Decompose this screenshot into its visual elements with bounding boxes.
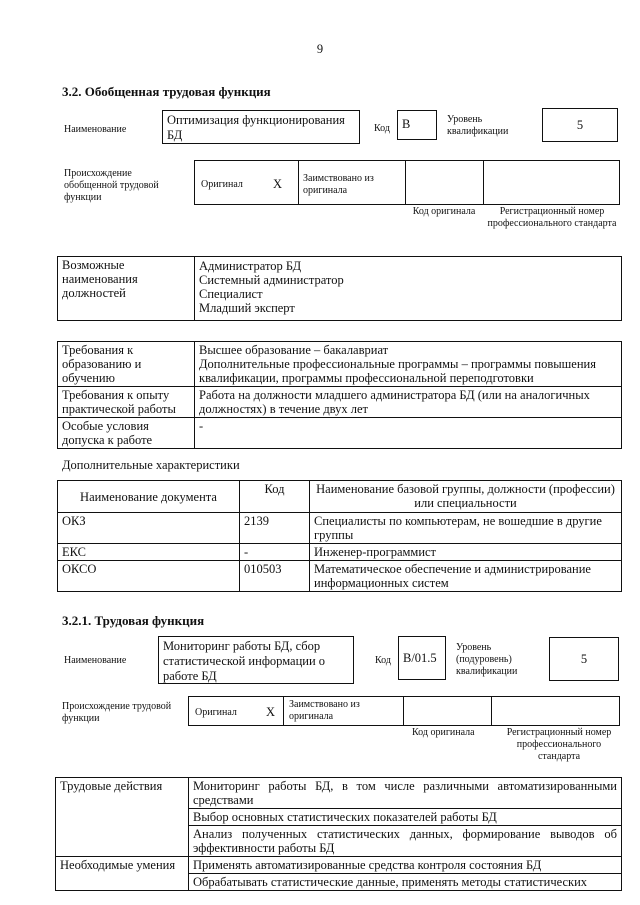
actions-label: Трудовые действия xyxy=(56,778,189,857)
tf-origin-table xyxy=(188,696,620,726)
original-label: Оригинал xyxy=(201,179,243,190)
labor-actions-table xyxy=(55,777,622,891)
position-item: Младший эксперт xyxy=(199,301,295,315)
action-item: Выбор основных статистических показателей работы БД xyxy=(189,809,622,826)
tf-level-value-box xyxy=(549,637,619,681)
code-value: B xyxy=(402,117,411,131)
tf-original-mark: X xyxy=(266,705,276,719)
code-original-label: Код оригинала xyxy=(412,206,476,217)
positions-list xyxy=(195,257,622,321)
req-experience-value: Работа на должности младшего администратора БД (или на аналогичных должностях) в течение двух лет xyxy=(195,387,622,418)
skills-label: Необходимые умения xyxy=(56,857,189,891)
additional-row-name: Специалисты по компьютерам, не вошедшие в другие группы xyxy=(310,513,622,544)
req-special-label: Особые условия допуска к работе xyxy=(58,418,195,449)
position-item: Администратор БД xyxy=(199,259,302,273)
req-experience-label: Требования к опыту практической работы xyxy=(58,387,195,418)
level-value-box xyxy=(542,108,618,142)
additional-row-name: Инженер-программист xyxy=(310,544,622,561)
name-value-box xyxy=(162,110,360,144)
req-special-value: - xyxy=(195,418,622,449)
tf-borrowed-label: Заимствовано из оригинала xyxy=(289,699,360,722)
additional-header-code: Код xyxy=(240,481,310,513)
borrowed-label: Заимствовано из оригинала xyxy=(303,173,374,196)
section-heading-3-2: 3.2. Обобщенная трудовая функция xyxy=(62,84,271,99)
additional-row-name: Математическое обеспечение и администрирование информационных систем xyxy=(310,561,622,592)
tf-origin-divider-2 xyxy=(403,697,404,725)
tf-origin-divider-1 xyxy=(283,697,284,725)
action-item: Мониторинг работы БД, в том числе различными автоматизированными средствами xyxy=(189,778,622,809)
origin-divider-2 xyxy=(405,161,406,204)
action-item: Анализ полученных статистических данных, формирование выводов об эффективности работы БД xyxy=(189,826,622,857)
requirements-table xyxy=(57,341,622,449)
name-label: Наименование xyxy=(64,124,127,135)
tf-original-label: Оригинал xyxy=(195,707,237,718)
additional-row-code: 2139 xyxy=(240,513,310,544)
tf-origin-divider-3 xyxy=(491,697,492,725)
name-value: Оптимизация функционирования БД xyxy=(167,113,345,142)
skill-item: Обрабатывать статистические данные, применять методы статистических xyxy=(189,874,622,891)
req-education-label: Требования к образованию и обучению xyxy=(58,342,195,387)
position-item: Специалист xyxy=(199,287,263,301)
req-education-line: Высшее образование – бакалавриат xyxy=(199,343,389,357)
origin-label: Происхождение обобщенной трудовой функции xyxy=(64,168,159,203)
tf-name-label: Наименование xyxy=(64,655,127,666)
origin-divider-3 xyxy=(483,161,484,204)
tf-code-value-box xyxy=(398,636,446,680)
req-education-value xyxy=(195,342,622,387)
additional-row-code: 010503 xyxy=(240,561,310,592)
tf-code-value: B/01.5 xyxy=(403,651,437,665)
section-heading-3-2-1: 3.2.1. Трудовая функция xyxy=(62,613,205,628)
level-label: Уровень квалификации xyxy=(447,114,509,137)
additional-table xyxy=(57,480,622,592)
page-number: 9 xyxy=(316,42,324,56)
code-label: Код xyxy=(374,123,390,134)
skill-item: Применять автоматизированные средства контроля состояния БД xyxy=(189,857,622,874)
tf-name-value-box xyxy=(158,636,354,684)
additional-header-name: Наименование базовой группы, должности (профессии) или специальности xyxy=(310,481,622,513)
tf-code-original-label: Код оригинала xyxy=(412,727,475,738)
additional-heading: Дополнительные характеристики xyxy=(62,458,240,472)
position-item: Системный администратор xyxy=(199,273,344,287)
tf-level-value: 5 xyxy=(580,652,588,666)
tf-reg-number-label: Регистрационный номер профессионального стандарта xyxy=(506,727,612,762)
reg-number-label: Регистрационный номер профессионального стандарта xyxy=(487,206,617,229)
code-value-box xyxy=(397,110,437,140)
additional-row-doc: ЕКС xyxy=(58,544,240,561)
tf-level-label: Уровень (подуровень) квалификации xyxy=(456,642,518,677)
tf-origin-label: Происхождение трудовой функции xyxy=(62,701,172,724)
req-education-line: Дополнительные профессиональные программы – программы повышения квалификации, программы профессиональной переподготовки xyxy=(199,357,596,385)
additional-row-code: - xyxy=(240,544,310,561)
tf-code-label: Код xyxy=(375,655,391,666)
additional-row-doc: ОКЗ xyxy=(58,513,240,544)
original-mark: X xyxy=(273,177,283,191)
tf-name-value: Мониторинг работы БД, сбор статистической информации о работе БД xyxy=(163,639,326,683)
origin-table xyxy=(194,160,620,205)
origin-divider-1 xyxy=(298,161,299,204)
positions-table xyxy=(57,256,622,321)
additional-header-doc: Наименование документа xyxy=(58,481,240,513)
level-value: 5 xyxy=(576,118,584,132)
positions-label: Возможные наименования должностей xyxy=(58,257,195,321)
additional-row-doc: ОКСО xyxy=(58,561,240,592)
